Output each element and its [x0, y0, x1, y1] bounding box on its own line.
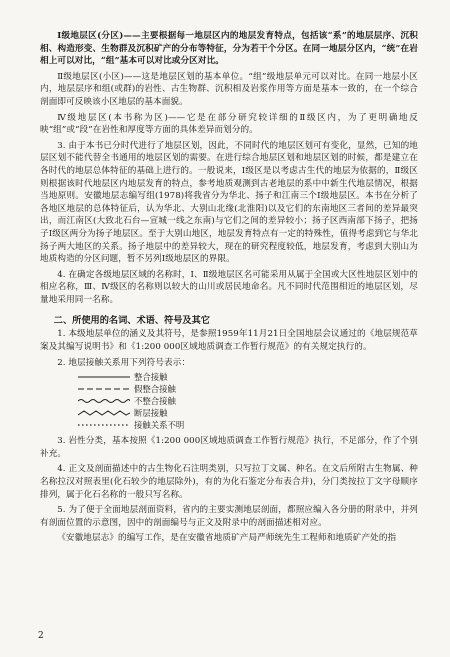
paragraph: 5. 为了便于全面地层剖面资料，省内的主要实测地层剖面，都照应编入各分册的附录中，并列有剖面位置的示意图，因中的剖面编号与正文及附录中的剖面描述相对应。: [40, 505, 418, 528]
legend-label: 假整合接触: [134, 384, 176, 395]
solid-line-icon: [78, 372, 130, 382]
legend-label: 接触关系不明: [134, 420, 185, 431]
dashed-line-icon: [78, 384, 130, 394]
paragraph: 3. 岩性分类，基本按照《1:200 000区域地质调查工作暂行规范》执行，不足部分，作了个别补充。: [40, 436, 418, 459]
page-number: 2: [38, 631, 44, 641]
legend-row: [78, 371, 418, 383]
paragraph: Ⅰ级地层区(分区)——主要根据每一地层区内的地层发育特点，包括该“系”的地层层序、沉积相、构造形变、生物群及沉积矿产的分布等特征，分为若干个分区。在同一地层分区内，“统”在岩相上可以对比，“组”基本可以对比或分区对比。: [40, 31, 418, 67]
paragraph: 4. 在确定各级地层区域的名称时，Ⅰ、Ⅱ级地层区名可能采用从属于全国或大区性地层区划中的相应名称，Ⅲ、Ⅳ级区的名称则以较大的山川或居民地命名。凡不同时代范围相近的地层区划，尽量地采用同一名称。: [40, 269, 418, 305]
legend-label: 断层接触: [134, 408, 168, 419]
legend-row: [78, 383, 418, 395]
legend-row: [78, 395, 418, 407]
wavy-line-icon: [78, 396, 130, 406]
zigzag-line-icon: [78, 408, 130, 418]
paragraph: Ⅳ级地层区(本书称为区)——它是在部分研究较详细的Ⅱ级区内，为了更明确地反映“组”或“段”在岩性和厚度等方面的具体差异而划分的。: [40, 112, 418, 136]
dotted-line-icon: [78, 420, 130, 430]
legend-row: [78, 419, 418, 431]
paragraph: 4. 正文及剖面描述中的古生物化石注明类别，只写拉丁文属、种名。在文后所附古生物属、种名称拉汉对照表里(化石较少的地层除外)，有的为化石鉴定分布表合并)，分门类按拉丁文字母顺序排列，属于化石名称的一般只写名称。: [40, 464, 418, 500]
contact-legend: [78, 371, 418, 431]
legend-label: 不整合接触: [134, 396, 176, 407]
section-heading: 二、所使用的名词、术语、符号及其它: [53, 315, 210, 327]
paragraph: Ⅱ级地层区(小区)——这是地层区划的基本单位。“组”级地层单元可以对比。在同一地层小区内，地层层序和组(或群)的岩性、古生物群、沉积相及岩浆作用等方面是基本一致的，在一个综合剖面即可反映该小区地层的基本面貌。: [40, 71, 418, 107]
legend-row: [78, 407, 418, 419]
paragraph: 2. 地层接触关系用下列符号表示：: [57, 357, 191, 368]
paragraph: 1. 本级地层单位的涵义及其符号，是参照1959年11月21日全国地层会议通过的《地层规范草案及其编写说明书》和《1:200 000区域地质调查工作暂行规范》的有关规定执行的。: [40, 329, 418, 353]
paragraph: 3. 由于本书已分时代进行了地层区划，因此，不同时代的地层区划可有变化，显然，已知的地层区划不能代替全书通用的地层区划的需要。在进行综合地层区划和地层区划的时候，都是建立在各时代的地层总体特征的基础上进行的。一般说来，Ⅰ级区是以考虑古生代的地层为依据的，Ⅱ级区则根据该时代地层区内地层发育的特点，参考地质观测到古老地层的系中中新生代地层情况，根据当地原则。安徽地层志编写组(1978)将我省分为华北、扬子和江南三个Ⅰ级地层区。本书在分析了各地区地层的总体特征后，认为华北、大别山北缘(北淮阳)以及它们的东南地区三者间的差异最突出，而江南区(大致北石台—宣城一线之东南)与它们之间的差异较小；扬子区西南部下扬子，把扬子Ⅰ级区两分为扬子地层区。至于大别山地区，地层发育特点有一定的特殊性，值得考虑到它与华北扬子两大地区的关系。扬子地层中的差异较大，现在的研究程度较低，地层发育，考虑到大别山为地质构造的分区问题，暂不另列Ⅰ级地层区的界限。: [40, 140, 418, 265]
legend-label: 整合接触: [134, 372, 168, 383]
paragraph: 《安徽地层志》的编写工作，是在安徽省地质矿产局严师统先生工程师和地质矿产处的指: [57, 533, 397, 544]
